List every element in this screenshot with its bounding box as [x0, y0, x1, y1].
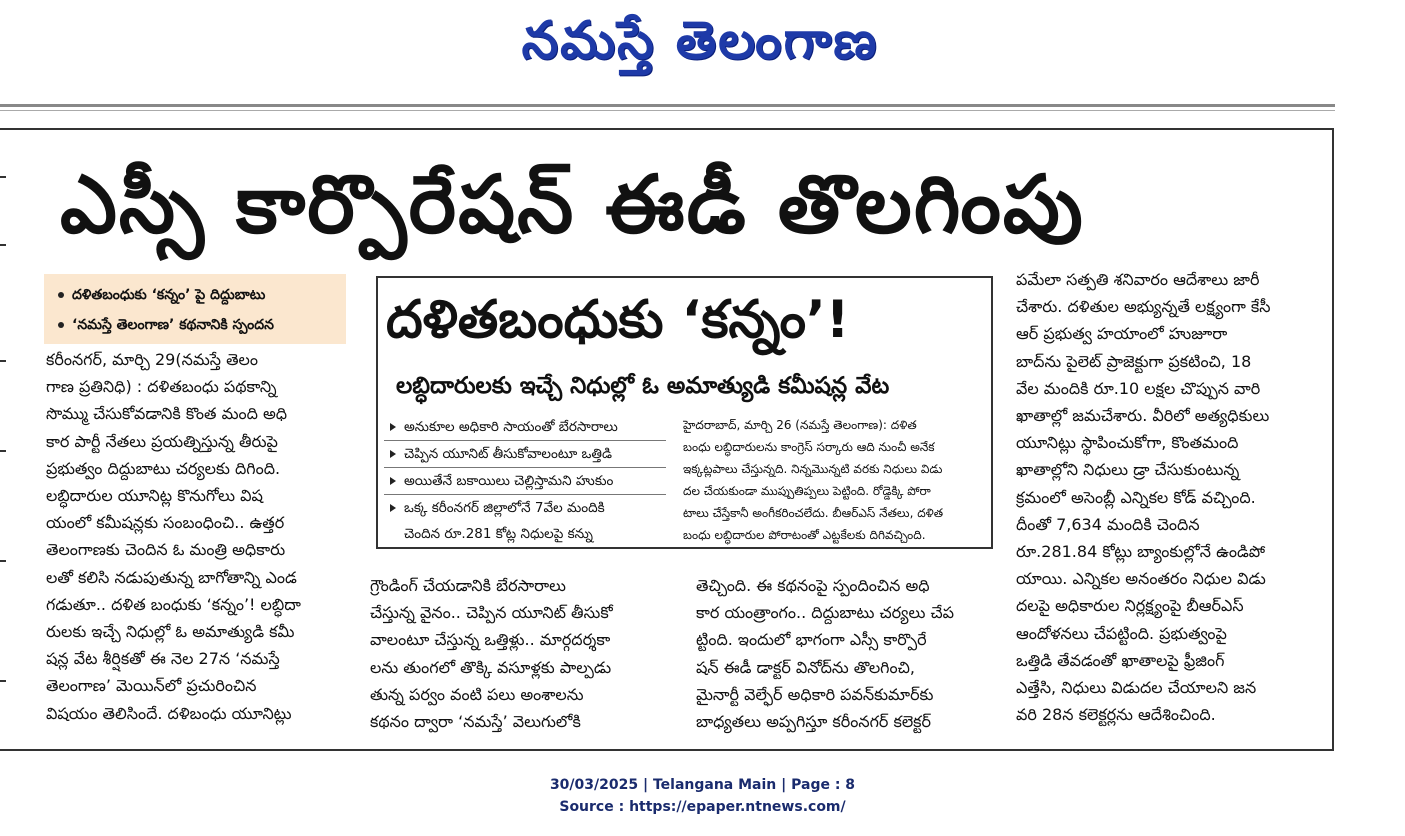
key-point-continuation: చెందిన రూ.281 కోట్ల నిధులపై కన్ను	[404, 526, 593, 542]
inset-subheadline: లబ్ధిదారులకు ఇచ్చే నిధుల్లో ఓ అమాత్యుడి కమీషన్ల వేట	[396, 373, 890, 399]
arrow-bullet-icon	[390, 477, 396, 485]
article-headline: ఎస్సీ కార్పొరేషన్ ఈడీ తొలగింపు	[60, 158, 1085, 251]
key-point	[384, 468, 666, 494]
article-column-3: తెచ్చింది. ఈ కథనంపై స్పందించిన అధి కార యంత్రాంగం.. దిద్దుబాటు చర్యలు చేప ట్టింది. ఇందులో భాగంగా ఎస్సీ కార్పొరే షన్ ఈడీ డాక్టర్ వినోద్‌ను తొలగించి, మైనార్టీ వెల్ఫేర్ అధికారి పవన్‌కుమార్‌కు బాధ్యతలు అప్పగిస్తూ కరీంనగర్ కలెక్టర్	[696, 576, 954, 732]
article-column-4: పమేలా సత్పతి శనివారం ఆదేశాలు జారీ చేశారు. దళితుల అభ్యున్నతే లక్ష్యంగా కేసీ ఆర్ ప్రభుత్వ హయాంలో హుజూరా బాద్‌ను పైలెట్ ప్రాజెక్టుగా ప్రకటించి, 18 వేల మందికి రూ.10 లక్షల చొప్పున వారి ఖాతాల్లో జమచేశారు. వీరిలో అత్యధికులు యూనిట్లు స్థాపించుకోగా, కొంతమంది ఖాతాల్లోని నిధులు డ్రా చేసుకుంటున్న క్రమంలో అసెంబ్లీ ఎన్నికల కోడ్ వచ్చింది. దీంతో 7,634 మందికి చెందిన రూ.281.84 కోట్లు బ్యాంకుల్లోనే ఉండిపో యాయి. ఎన్నికల అనంతరం నిధుల విడు దలపై అధికారుల నిర్లక్ష్యంపై బీఆర్ఎస్ ఆందోళనలు చేపట్టింది. ప్రభుత్వంపై ఒత్తిడి తేవడంతో ఖాతాలపై ఫ్రీజింగ్ ఎత్తేసి, నిధులు విడుదల చేయాలని జన వరి 28న కలెక్టర్లను ఆదేశించింది.	[1016, 270, 1271, 725]
margin-tick	[0, 244, 6, 246]
inset-key-points	[384, 414, 666, 548]
key-point	[384, 441, 666, 467]
key-point-text: అనుకూల అధికారి సాయంతో బేరసారాలు	[404, 419, 618, 435]
arrow-bullet-icon	[390, 504, 396, 512]
inset-body-text: హైదరాబాద్, మార్చి 26 (నమస్తే తెలంగాణ): దళిత బంధు లబ్ధిదారులను కాంగ్రెస్ సర్కారు ఆది నుంచీ అనేక ఇక్కట్లపాలు చేస్తున్నది. నిన్నమొన్నటి వరకు నిధులు విడు దల చేయకుండా ముప్పుతిప్పలు పెట్టింది. రోడ్డెక్కి పోరా టాలు చేస్తేకానీ అంగీకరించలేదు. బీఆర్ఎస్ నేతలు, దళిత బంధు లబ్ధిదారుల పోరాటంతో ఎట్టకేలకు దిగివచ్చింది.	[683, 418, 944, 542]
key-point	[384, 414, 666, 440]
bullet-icon	[58, 322, 64, 328]
key-point	[384, 495, 666, 521]
article-column-1: కరీంనగర్, మార్చి 29(నమస్తే తెలం గాణ ప్రతినిధి) : దళితబంధు పథకాన్ని సొమ్ము చేసుకోవడానికి కొంత మంది అధి కార పార్టీ నేతలు ప్రయత్నిస్తున్న తీరుపై ప్రభుత్వం దిద్దుబాటు చర్యలకు దిగింది. లబ్ధిదారుల యూనిట్ల కొనుగోలు విష యంలో కమీషన్లకు సంబంధించి.. ఉత్తర తెలంగాణకు చెందిన ఓ మంత్రి అధికారు లతో కలిసి నడుపుతున్న బాగోతాన్ని ఎండ గడుతూ.. దళిత బంధుకు ‘కన్నం’! లబ్ధిదా రులకు ఇచ్చే నిధుల్లో ఓ అమాత్యుడి కమీ షన్ల వేట శీర్షికతో ఈ నెల 27న ‘నమస్తే తెలంగాణ’ మెయిన్‌లో ప్రచురించిన విషయం తెలిసిందే. దళిబంధు యూనిట్లు	[46, 350, 301, 723]
inset-clipping	[376, 276, 993, 549]
arrow-bullet-icon	[390, 423, 396, 431]
margin-tick	[0, 560, 6, 562]
key-point-text: అయితేనే బకాయిలు చెల్లిస్తామని హుకుం	[404, 473, 614, 489]
margin-tick	[0, 176, 6, 178]
masthead-divider-thin	[0, 110, 1335, 111]
highlight-item	[58, 280, 265, 310]
highlight-text: దళితబంధుకు ‘కన్నం’ పై దిద్దుబాటు	[72, 287, 266, 303]
key-point-text: చెప్పిన యూనిట్ తీసుకోవాలంటూ ఒత్తిడి	[404, 446, 612, 462]
key-point-text: ఒక్క కరీంనగర్ జిల్లాలోనే 7వేల మందికి	[404, 500, 605, 516]
masthead-divider	[0, 104, 1335, 107]
margin-tick	[0, 450, 6, 452]
highlight-item	[58, 310, 274, 340]
newspaper-logo: నమస్తే తెలంగాణ	[521, 11, 879, 71]
article-column-2: గ్రౌండింగ్ చేయడానికి బేరసారాలు చేస్తున్న వైనం.. చెప్పిన యూనిట్ తీసుకో వాలంటూ చేస్తున్న ఒత్తిళ్లు.. మార్గదర్శకా లను తుంగలో తొక్కి వసూళ్లకు పాల్పడు తున్న పర్వం వంటి పలు అంశాలను కథనం ద్వారా ‘నమస్తే’ వెలుగులోకి	[370, 576, 613, 732]
masthead	[0, 0, 1405, 90]
highlight-text: ‘నమస్తే తెలంగాణ’ కథనానికి స్పందన	[72, 317, 274, 333]
footer-edition-info: 30/03/2025 | Telangana Main | Page : 8	[549, 777, 856, 793]
highlights-box	[44, 274, 346, 344]
inset-headline: దళితబంధుకు ‘కన్నం’!	[386, 290, 850, 350]
arrow-bullet-icon	[390, 450, 396, 458]
footer-source-link[interactable]: Source : https://epaper.ntnews.com/	[559, 799, 846, 815]
bullet-icon	[58, 292, 64, 298]
margin-tick	[0, 360, 6, 362]
margin-tick	[0, 680, 6, 682]
